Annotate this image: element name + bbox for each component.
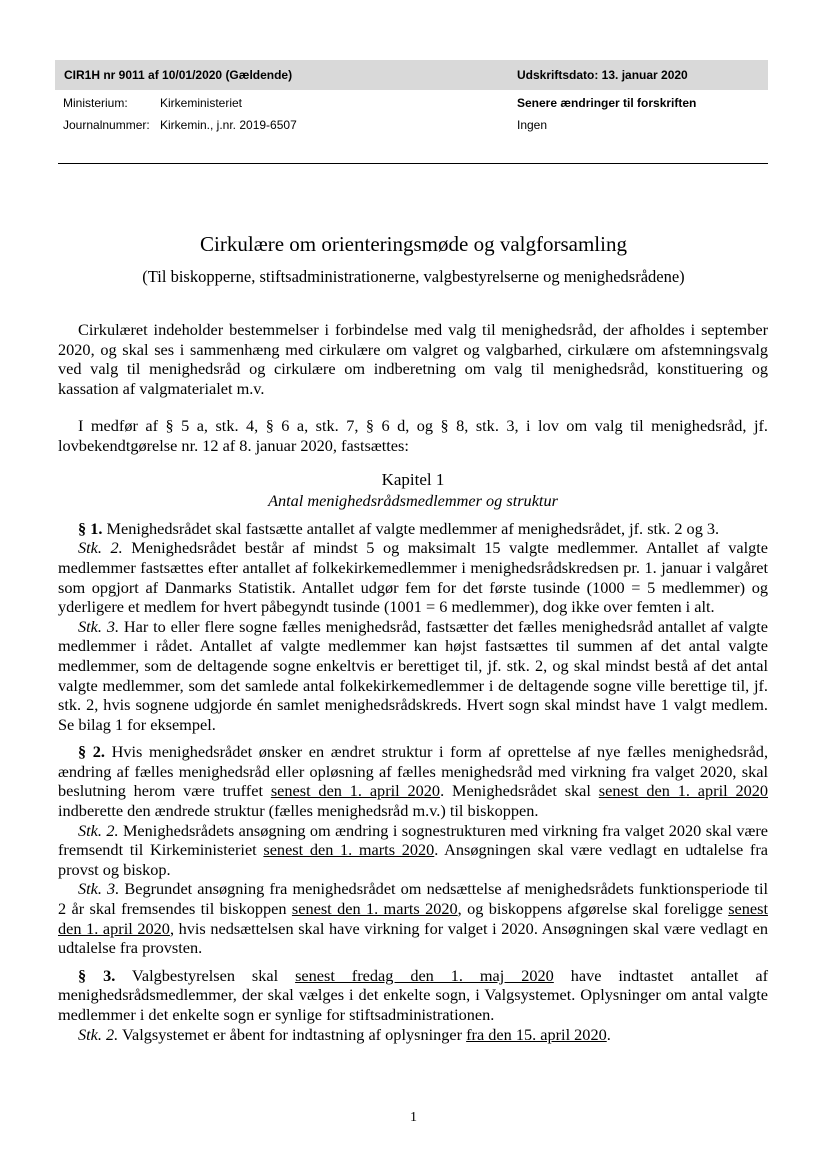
document-body [58,320,768,1044]
section-2-stk-2 [58,821,768,880]
text: Menighedsrådets ansøgning om ændring i sognestrukturen med virkning fra valget 2020 skal være fremsendt til Kirkeministeriet [58,820,768,860]
section-2 [58,742,768,820]
stk-label: Stk. 2. [78,820,119,840]
enactment-paragraph: I medfør af § 5 a, stk. 4, § 6 a, stk. 7, § 6 d, og § 8, stk. 3, i lov om valg til menighedsråd, jf. lovbekendtgørelse nr. 12 af 8. januar 2020, fastsættes: [58,416,768,455]
ministry-label: Ministerium: [63,96,128,110]
deadline: fra den 15. april 2020 [466,1024,607,1044]
section-3-stk-2 [58,1025,768,1045]
section-number: § 1. [78,518,103,538]
deadline: senest den 1. april 2020 [270,781,441,801]
chapter-label: Kapitel 1 [381,469,445,489]
intro-paragraph: Cirkulæret indeholder bestemmelser i forbindelse med valg til menighedsråd, der afholdes i september 2020, og skal ses i sammenhæng med cirkulære om valgret og valgbarhed, cirkulære om afstemningsvalg ved valg til menighedsråd og cirkulære om indberetning om valg til menighedsråd, konstituering og kassation af valgmaterialet m.v. [58,320,768,398]
section-1-stk-3 [58,617,768,735]
text: . [606,1024,611,1044]
section-number: § 3. [78,965,116,985]
stk-text: Har to eller flere sogne fælles menighedsråd, fastsætter det fælles menighedsråd antallet af valgte medlemmer i rådet. Antallet af valgte medlemmer kan højst fastsættes til summen af det antal valgte medlemmer, som de deltagende sogne enkeltvis er berettiget til, jf. stk. 2, og skal mindst bestå af det antal valgte medlemmer, som det samlede antal folkekirkemedlemmer i de deltagende sogne ville berettige til, jf. stk. 2, hvis sognene udgjorde én samlet menighedsrådskreds. Hvert sogn skal mindst have 1 valgt medlem. Se bilag 1 for eksempel. [58,616,768,734]
stk-label: Stk. 3. [78,879,120,899]
journal-label: Journalnummer: [63,118,150,132]
header-divider [58,163,768,164]
section-text: Menighedsrådet skal fastsætte antallet af valgte medlemmer af menighedsrådet, jf. stk. 2 og 3. [102,518,720,538]
changes-value: Ingen [517,118,548,132]
changes-label: Senere ændringer til forskriften [517,96,697,110]
print-date: Udskriftsdato: 13. januar 2020 [517,68,688,82]
page-number: 1 [410,1110,417,1125]
header-bar [55,60,768,90]
text: , hvis nedsættelsen skal have virkning for valget i 2020. Ansøgningen skal være vedlagt en udtalelse fra provsten. [58,918,769,958]
text: Valgsystemet er åbent for indtastning af oplysninger [118,1024,467,1044]
section-1-stk-2 [58,538,768,616]
document-subtitle: (Til biskopperne, stiftsadministrationerne, valgbestyrelserne og menighedsrådene) [142,267,685,286]
journal-value: Kirkemin., j.nr. 2019-6507 [160,118,297,132]
chapter-heading: Antal menighedsrådsmedlemmer og struktur [268,491,558,511]
deadline: senest den 1. april 2020 [58,899,768,938]
deadline: senest den 1. april 2020 [598,781,769,801]
stk-text: Menighedsrådet består af mindst 5 og maksimalt 15 valgte medlemmer. Antallet af valgte medlemmer fastsættes efter antallet af folkekirkemedlemmer i menighedsrådskredsen pr. 1. januar i valgåret som opgjort af Danmarks Statistik. Antallet udgør fem for det første tusinde (1000 = 5 medlemmer) og yderligere et medlem for hvert påbegyndt tusinde (1001 = 6 medlemmer), dog ikke over femten i alt. [58,538,768,617]
text: indberette den ændrede struktur (fælles menighedsråd m.v.) til biskoppen. [58,801,539,821]
deadline: senest den 1. marts 2020 [263,840,435,860]
document-title: Cirkulære om orienteringsmøde og valgforsamling [200,232,627,256]
deadline: senest fredag den 1. maj 2020 [295,965,554,985]
text: . Ansøgningen skal være vedlagt en udtalelse fra provst og biskop. [58,840,768,879]
deadline: senest den 1. marts 2020 [291,899,458,919]
text: , og biskoppens afgørelse skal foreligge [457,899,729,919]
stk-label: Stk. 2. [78,538,123,558]
stk-label: Stk. 3. [78,616,120,636]
section-3 [58,966,768,1025]
text: Valgbestyrelsen skal [115,965,296,985]
text: . Menighedsrådet skal [440,781,599,801]
section-2-stk-3 [58,879,768,957]
ministry-value: Kirkeministeriet [160,96,243,110]
document-id: CIR1H nr 9011 af 10/01/2020 (Gældende) [64,68,293,82]
section-number: § 2. [78,742,105,762]
stk-label: Stk. 2. [78,1024,119,1044]
text: Hvis menighedsrådet ønsker en ændret struktur i form af oprettelse af nye fælles menighedsråd, ændring af fælles menighedsråd eller opløsning af fælles menighedsråd med virkning fra valget 2020, skal beslutning herom være truffet [58,742,769,801]
text: have indtastet antallet af menighedsrådsmedlemmer, der skal vælges i det enkelte sogn, i Valgsystemet. Oplysninger om antal valgte medlemmer i det enkelte sogn er synlige for stiftsadministrationen. [58,965,768,1024]
text: Begrundet ansøgning fra menighedsrådet om nedsættelse af menighedsrådets funktionsperiode til 2 år skal fremsendes til biskoppen [58,879,768,919]
section-1 [58,519,768,539]
